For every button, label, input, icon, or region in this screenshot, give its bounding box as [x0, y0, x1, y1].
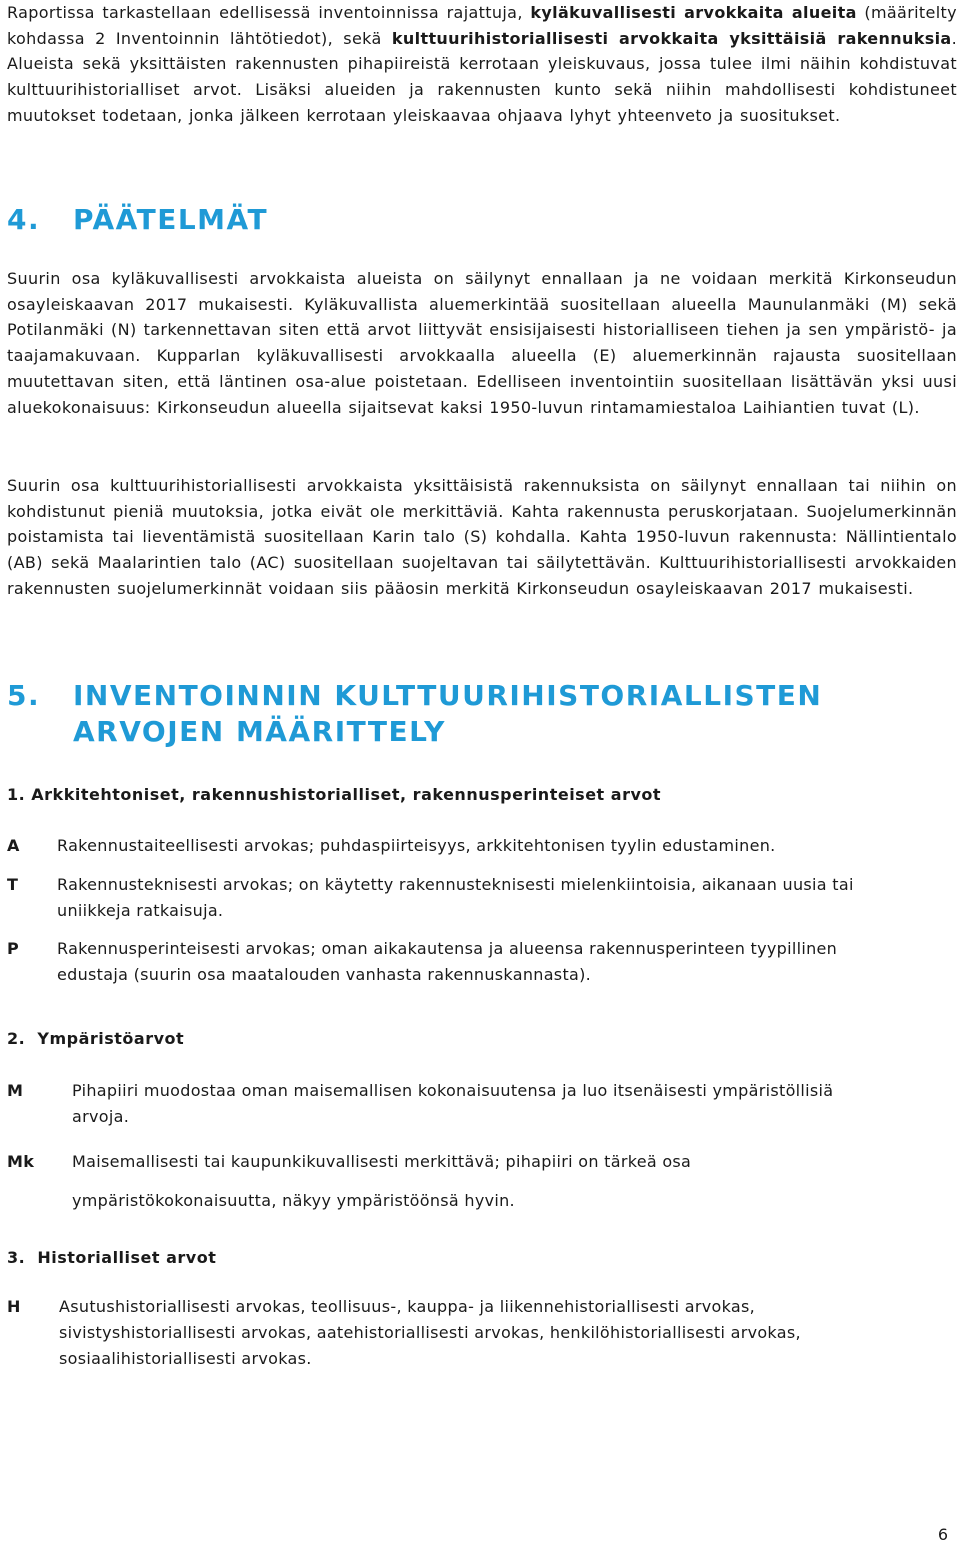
definition-row-t — [7, 872, 907, 924]
definition-text: Rakennusteknisesti arvokas; on käytetty rakennusteknisesti mielenkiintoisia, aikanaan uusia tai uniikkeja ratkaisuja. — [57, 875, 854, 920]
definition-text: Rakennustaiteellisesti arvokas; puhdaspiirteisyys, arkkitehtonisen tyylin edustaminen. — [57, 836, 776, 855]
section-4-heading — [7, 202, 268, 238]
definition-text: Asutushistoriallisesti arvokas, teollisuus-, kauppa- ja liikennehistoriallisesti arvokas, sivistyshistoriallisesti arvokas, aatehistoriallisesti arvokas, henkilöhistoriallisesti arvokas, sosiaalihistoriallisesti arvokas. — [59, 1297, 801, 1368]
section-5-title-line-2: ARVOJEN MÄÄRITTELY — [73, 715, 446, 748]
definition-key: H — [7, 1297, 21, 1316]
group-2-heading: 2. Ympäristöarvot — [7, 1029, 185, 1048]
definition-text: Maisemallisesti tai kaupunkikuvallisesti merkittävä; pihapiiri on tärkeä osa ympäristökokonaisuutta, näkyy ympäristöönsä hyvin. — [72, 1152, 692, 1210]
definition-key: M — [7, 1081, 24, 1100]
section-4-number: 4. — [7, 203, 41, 236]
definition-row-mk — [7, 1142, 867, 1220]
intro-bold-2: kulttuurihistoriallisesti arvokkaita yksittäisiä rakennuksia — [391, 28, 952, 48]
group-3-heading: 3. Historialliset arvot — [7, 1248, 217, 1267]
definition-text: Pihapiiri muodostaa oman maisemallisen kokonaisuutensa ja luo itsenäisesti ympäristöllisiä arvoja. — [72, 1081, 834, 1126]
group-1-heading: 1. Arkkitehtoniset, rakennushistorialliset, rakennusperinteiset arvot — [7, 785, 662, 804]
definition-key: P — [7, 939, 20, 958]
definition-key: T — [7, 875, 19, 894]
intro-paragraph — [7, 0, 957, 129]
section-4-title: PÄÄTELMÄT — [73, 203, 269, 236]
intro-text-3: . Alueista sekä yksittäisten rakennusten pihapiireistä kerrotaan yleiskuvaus, jossa tulee ilmi näihin kohdistuvat kulttuurihistorialliset arvot. Lisäksi alueiden ja rakennusten kunto sekä niihin mahdollisesti kohdistuneet muutokset todetaan, jonka jälkeen kerrotaan yleiskaavaa ohjaava lyhyt yhteenveto ja suositukset. — [7, 28, 957, 125]
section-4-paragraph-1: Suurin osa kyläkuvallisesti arvokkaista alueista on säilynyt ennallaan ja ne voidaan merkitä Kirkonseudun osayleiskaavan 2017 mukaisesti. Kyläkuvallista aluemerkintää suositellaan alueella Maunulanmäki (M) sekä Potilanmäki (N) tarkennettavan siten että arvot liittyvät ensisijaisesti historialliseen tiehen ja sen ympäristö- ja taajamakuvaan. Kupparlan kyläkuvallisesti arvokkaalla alueella (E) aluemerkinnän rajausta suositellaan muutettavan siten, että läntinen osa-alue poistetaan. Edelliseen inventointiin suositellaan lisättävän yksi uusi aluekokonaisuus: Kirkonseudun alueella sijaitsevat kaksi 1950-luvun rintamamiestaloa Laihiantien tuvat (L). — [7, 269, 957, 417]
definition-row-m — [7, 1078, 867, 1130]
definition-key: Mk — [7, 1152, 35, 1171]
section-5-title-line-1: INVENTOINNIN KULTTUURIHISTORIALLISTEN — [73, 679, 823, 712]
section-4-paragraph-2: Suurin osa kulttuurihistoriallisesti arvokkaista yksittäisistä rakennuksista on säilynyt ennallaan tai niihin on kohdistunut pieniä muutoksia, jotka eivät ole merkittäviä. Kahta rakennusta peruskorjataan. Suojelumerkinnän poistamista tai lieventämistä suositellaan Karin talo (S) kohdalla. Kahta 1950-luvun rakennusta: Nällintientalo (AB) sekä Maalarintien talo (AC) suositellaan suojeltavan tai säilytettävän. Kulttuurihistoriallisesti arvokkaiden rakennusten suojelumerkinnät voidaan siis pääosin merkitä Kirkonseudun osayleiskaavan 2017 mukaisesti. — [7, 476, 957, 598]
definition-text: Rakennusperinteisesti arvokas; oman aikakautensa ja alueensa rakennusperinteen tyypillinen edustaja (suurin osa maatalouden vanhasta rakennuskannasta). — [57, 939, 838, 984]
definition-key: A — [7, 836, 20, 855]
intro-bold-1: kyläkuvallisesti arvokkaita alueita — [530, 3, 857, 22]
page-number: 6 — [937, 1525, 948, 1544]
intro-text-1: Raportissa tarkastellaan edellisessä inventoinnissa rajattuja, — [7, 3, 531, 22]
section-5-heading — [7, 678, 957, 750]
definition-row-h — [7, 1294, 887, 1372]
intro-text-2: (määritelty kohdassa 2 Inventoinnin lähtötiedot), sekä — [7, 3, 957, 48]
section-5-number: 5. — [7, 679, 41, 712]
definition-row-p — [7, 936, 887, 988]
definition-row-a — [7, 833, 907, 859]
